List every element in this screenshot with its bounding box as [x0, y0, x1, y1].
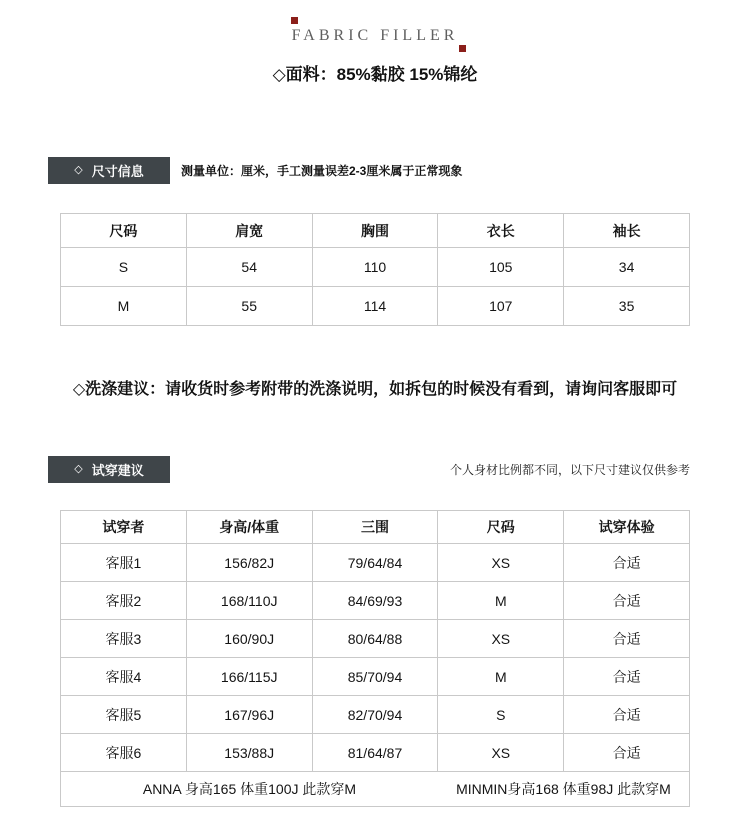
column-header: 肩宽	[186, 214, 312, 248]
column-header: 胸围	[312, 214, 438, 248]
table-cell: 114	[312, 287, 438, 326]
table-cell: 153/88J	[186, 734, 312, 772]
table-cell: 160/90J	[186, 620, 312, 658]
column-header: 三围	[312, 511, 438, 544]
table-cell: 82/70/94	[312, 696, 438, 734]
table-cell: M	[438, 582, 564, 620]
table-cell: S	[438, 696, 564, 734]
table-cell: 客服5	[61, 696, 187, 734]
column-header: 袖长	[564, 214, 690, 248]
table-row	[61, 544, 690, 582]
table-cell: M	[438, 658, 564, 696]
fitting-disclaimer-note: 个人身材比例都不同，以下尺寸建议仅供参考	[449, 463, 690, 477]
fitting-section-row	[48, 456, 690, 483]
table-cell: 34	[564, 248, 690, 287]
table-row	[61, 287, 690, 326]
table-cell: 110	[312, 248, 438, 287]
size-table	[60, 213, 690, 326]
table-row	[61, 734, 690, 772]
table-cell: 合适	[564, 658, 690, 696]
table-cell: 合适	[564, 620, 690, 658]
fitting-footer-row	[61, 772, 690, 807]
table-cell: 84/69/93	[312, 582, 438, 620]
column-header: 尺码	[438, 511, 564, 544]
washing-note: ◇洗涤建议：请收货时参考附带的洗涤说明，如拆包的时候没有看到，请询问客服即可	[72, 381, 678, 398]
size-table-header-row	[61, 214, 690, 248]
table-cell: M	[61, 287, 187, 326]
table-cell: 客服3	[61, 620, 187, 658]
table-cell: 客服6	[61, 734, 187, 772]
table-row	[61, 620, 690, 658]
table-cell: 105	[438, 248, 564, 287]
size-section-header	[48, 157, 170, 184]
size-section-title: 尺寸信息	[91, 164, 144, 179]
table-cell: 107	[438, 287, 564, 326]
table-cell: 54	[186, 248, 312, 287]
table-row	[61, 658, 690, 696]
table-cell: XS	[438, 620, 564, 658]
table-cell: 79/64/84	[312, 544, 438, 582]
table-cell: XS	[438, 734, 564, 772]
table-cell: 156/82J	[186, 544, 312, 582]
decor-square-top-icon	[291, 17, 298, 24]
table-cell: 客服4	[61, 658, 187, 696]
fitting-table	[60, 510, 690, 807]
fitting-note-minmin: MINMIN身高168 体重98J 此款穿M	[438, 772, 690, 807]
fabric-info: ◇面料：85%黏胶 15%锦纶	[272, 65, 478, 84]
table-row	[61, 248, 690, 287]
brand-title: FABRIC FILLER	[291, 27, 459, 44]
table-cell: 80/64/88	[312, 620, 438, 658]
table-cell: XS	[438, 544, 564, 582]
table-cell: 81/64/87	[312, 734, 438, 772]
table-cell: 167/96J	[186, 696, 312, 734]
diamond-icon: ◇	[74, 164, 83, 176]
diamond-icon: ◇	[74, 463, 83, 475]
table-cell: 合适	[564, 544, 690, 582]
fitting-note-anna: ANNA 身高165 体重100J 此款穿M	[61, 772, 438, 807]
table-cell: S	[61, 248, 187, 287]
fitting-section-header	[48, 456, 170, 483]
table-cell: 166/115J	[186, 658, 312, 696]
measure-unit-note: 测量单位：厘米，手工测量误差2-3厘米属于正常现象	[181, 164, 463, 178]
table-cell: 85/70/94	[312, 658, 438, 696]
table-row	[61, 696, 690, 734]
table-cell: 合适	[564, 734, 690, 772]
column-header: 尺码	[61, 214, 187, 248]
table-cell: 客服2	[61, 582, 187, 620]
table-cell: 合适	[564, 696, 690, 734]
fitting-section-title: 试穿建议	[91, 463, 144, 478]
column-header: 身高/体重	[186, 511, 312, 544]
decor-square-bottom-icon	[459, 45, 466, 52]
table-row	[61, 582, 690, 620]
table-cell: 55	[186, 287, 312, 326]
size-section-row	[48, 157, 690, 184]
column-header: 试穿者	[61, 511, 187, 544]
column-header: 衣长	[438, 214, 564, 248]
table-cell: 168/110J	[186, 582, 312, 620]
table-cell: 合适	[564, 582, 690, 620]
column-header: 试穿体验	[564, 511, 690, 544]
table-cell: 35	[564, 287, 690, 326]
fitting-table-header-row	[61, 511, 690, 544]
table-cell: 客服1	[61, 544, 187, 582]
